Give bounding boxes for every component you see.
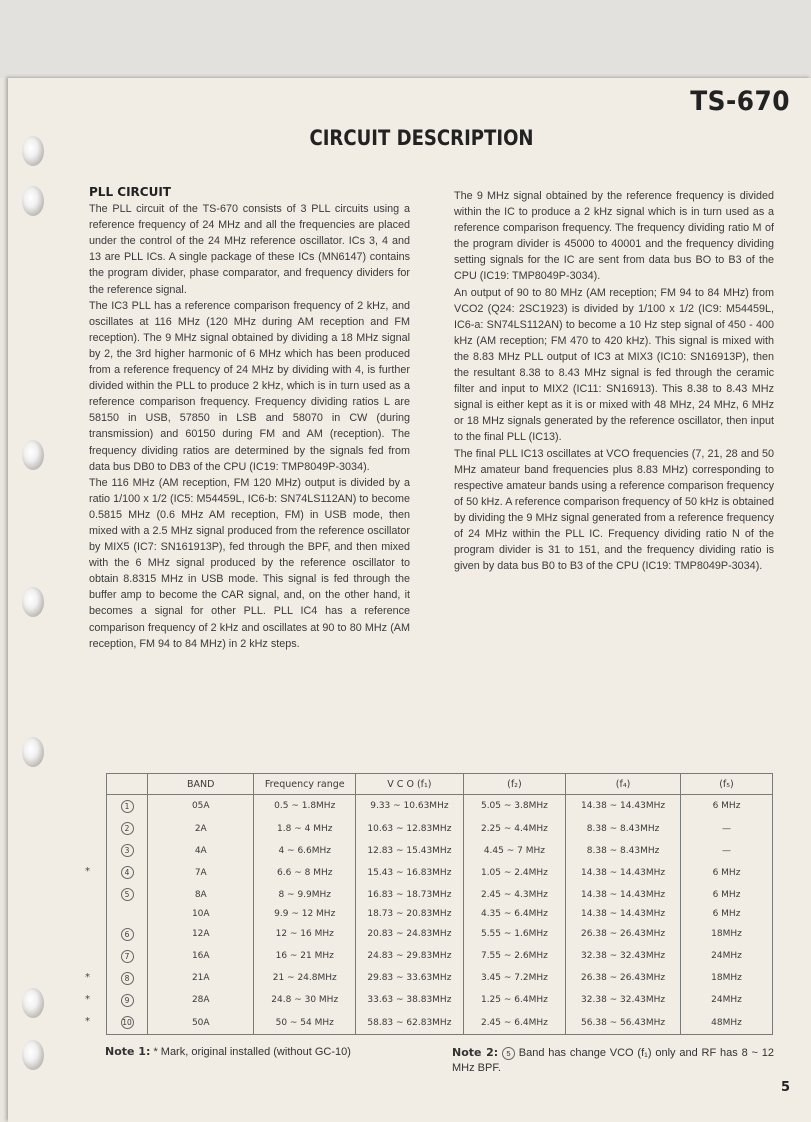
circled-number: 8 (121, 972, 134, 985)
column-header: (f₄) (566, 774, 681, 795)
table-header-row (107, 774, 773, 795)
band-cell-text: 28A (191, 995, 210, 1006)
row-number (107, 906, 148, 923)
band-cell-text: 7A (194, 867, 207, 878)
row-number (107, 923, 148, 945)
frequency-range-cell (254, 923, 356, 945)
row-number (85, 862, 148, 884)
f5-cell-text: 18MHz (711, 973, 742, 984)
row-number (107, 795, 148, 818)
vco-cell-text: 29.83 ~ 33.63MHz (367, 973, 452, 984)
background-strip (0, 0, 811, 78)
original-mark: * (85, 866, 90, 878)
table-row (107, 989, 773, 1011)
f2-cell (463, 989, 565, 1011)
row-number (85, 1011, 148, 1034)
band-cell (148, 989, 254, 1011)
band-cell (148, 817, 254, 839)
f2-cell-text: 2.25 ~ 4.4MHz (480, 823, 548, 834)
frequency-range-cell-text: 16 ~ 21 MHz (275, 951, 334, 962)
page-title: CIRCUIT DESCRIPTION (309, 126, 534, 150)
vco-cell-text: 58.83 ~ 62.83MHz (367, 1017, 452, 1028)
f2-cell (463, 923, 565, 945)
column-header: Frequency range (254, 774, 356, 795)
circled-number: 9 (121, 994, 134, 1007)
column-header: (f₅) (681, 774, 773, 795)
band-cell (148, 923, 254, 945)
frequency-table (85, 773, 773, 1035)
vco-cell (356, 906, 464, 923)
f5-cell (681, 1011, 773, 1034)
vco-cell-text: 18.73 ~ 20.83MHz (367, 909, 452, 920)
f5-cell-text: 24MHz (711, 951, 742, 962)
vco-cell (356, 840, 464, 862)
f4-cell (566, 1011, 681, 1034)
f4-cell (566, 862, 681, 884)
f4-cell-text: 26.38 ~ 26.43MHz (581, 929, 666, 940)
frequency-range-cell-text: 50 ~ 54 MHz (275, 1017, 334, 1028)
vco-cell (356, 989, 464, 1011)
circled-number: 1 (121, 800, 134, 813)
f5-cell-text: 18MHz (711, 929, 742, 940)
f5-cell (681, 795, 773, 818)
band-cell-text: 05A (191, 801, 210, 812)
band-cell-text: 21A (191, 973, 210, 984)
model-number: TS-670 (690, 86, 790, 117)
left-column (89, 184, 410, 652)
row-number (85, 989, 148, 1011)
f4-cell (566, 795, 681, 818)
vco-cell (356, 862, 464, 884)
f4-cell (566, 884, 681, 906)
f5-cell (681, 862, 773, 884)
f4-cell-text: 14.38 ~ 14.43MHz (581, 801, 666, 812)
f4-cell (566, 945, 681, 967)
circled-number: 7 (121, 950, 134, 963)
note-1-text: * Mark, original installed (without GC-10) (153, 1046, 351, 1058)
table-row (107, 923, 773, 945)
f2-cell-text: 4.45 ~ 7 MHz (483, 845, 545, 856)
band-cell (148, 795, 254, 818)
frequency-range-cell-text: 9.9 ~ 12 MHz (274, 909, 336, 920)
vco-cell-text: 33.63 ~ 38.83MHz (367, 995, 452, 1006)
note-2-label: Note 2: (452, 1046, 499, 1059)
f2-cell-text: 5.55 ~ 1.6MHz (480, 929, 548, 940)
circled-number: 5 (121, 888, 134, 901)
f5-cell-text: 6 MHz (712, 889, 741, 900)
f4-cell (566, 840, 681, 862)
vco-cell-text: 15.43 ~ 16.83MHz (367, 867, 452, 878)
note-1-label: Note 1: (105, 1045, 151, 1058)
column-header (107, 774, 148, 795)
frequency-range-cell (254, 862, 356, 884)
f4-cell-text: 26.38 ~ 26.43MHz (581, 973, 666, 984)
f4-cell-text: 14.38 ~ 14.43MHz (581, 909, 666, 920)
vco-cell-text: 10.63 ~ 12.83MHz (367, 823, 452, 834)
f5-cell (681, 923, 773, 945)
paragraph: The PLL circuit of the TS-670 consists of 3 PLL circuits using a reference frequency of 24 MHz and all the frequencies are placed under the control of the 24 MHz reference oscillator. ICs 3, 4 and 13 are PLL ICs. A single package of these ICs (MN6147) contains the program divider, phase comparator, and frequency dividers for the reference signal. (89, 203, 410, 296)
frequency-range-cell (254, 795, 356, 818)
circled-number: 3 (121, 844, 134, 857)
f2-cell (463, 795, 565, 818)
f2-cell-text: 7.55 ~ 2.6MHz (480, 951, 548, 962)
circled-number: 6 (121, 928, 134, 941)
frequency-range-cell-text: 0.5 ~ 1.8MHz (274, 801, 336, 812)
vco-cell (356, 817, 464, 839)
paragraph: The 116 MHz (AM reception, FM 120 MHz) output is divided by a ratio 1/100 x 1/2 (IC5: M54459L, IC6-b: SN74LS112AN) to become 0.5815 MHz (0.6 MHz AM reception, FM) in USB mode, then mixed with a 2.5 MHz signal produced from the reference oscillator by MIX5 (IC7: SN161913P), fed through the BPF, and then mixed with the 6 MHz signal produced by the reference oscillator to obtain 8.8315 MHz in USB mode. This signal is fed through the buffer amp to become the CAR signal, and, on the other hand, it becomes a signal for other PLL. PLL IC4 has a reference comparison frequency of 2 kHz and oscillates at 90 to 80 MHz (AM reception, FM 94 to 84 MHz) in 2 kHz steps. (89, 476, 410, 650)
frequency-range-cell-text: 1.8 ~ 4 MHz (277, 823, 333, 834)
vco-cell (356, 945, 464, 967)
frequency-range-cell (254, 945, 356, 967)
frequency-range-cell-text: 8 ~ 9.9MHz (278, 889, 332, 900)
column-header: V C O (f₁) (356, 774, 464, 795)
table-row (107, 840, 773, 862)
vco-cell (356, 795, 464, 818)
row-number (107, 817, 148, 839)
f2-cell-text: 3.45 ~ 7.2MHz (480, 973, 548, 984)
band-cell (148, 1011, 254, 1034)
right-column (454, 188, 774, 574)
band-cell-text: 50A (191, 1017, 210, 1028)
f2-cell-text: 5.05 ~ 3.8MHz (480, 801, 548, 812)
frequency-range-cell (254, 906, 356, 923)
row-number (107, 945, 148, 967)
f5-cell (681, 884, 773, 906)
table-row (107, 1011, 773, 1034)
table-row (107, 795, 773, 818)
f2-cell-text: 2.45 ~ 4.3MHz (480, 889, 548, 900)
f5-cell-text: 24MHz (711, 995, 742, 1006)
frequency-range-cell (254, 989, 356, 1011)
table-row (107, 906, 773, 923)
f4-cell (566, 817, 681, 839)
f5-cell-text: 6 MHz (712, 801, 741, 812)
table-row (107, 862, 773, 884)
f2-cell (463, 817, 565, 839)
row-number (107, 840, 148, 862)
vco-cell (356, 923, 464, 945)
paragraph: The IC3 PLL has a reference comparison frequency of 2 kHz, and oscillates at 116 MHz (120 MHz during AM reception and FM reception). The 9 MHz signal obtained by dividing a 18 MHz signal by 2, the 3rd higher harmonic of 6 MHz which has been produced from a reference frequency of 24 MHz by dividing with 4, is further divided within the PLL to produce 2 kHz, which is in turn used as a reference comparison frequency. Frequency dividing ratios L are 58150 in USB, 57850 in LSB and 58070 in CW (during transmission) and 60150 during FM and AM (reception). The frequency dividing ratios are determined by the signals fed from data bus DB0 to DB3 of the CPU (IC19: TMP8049P-3034). (89, 299, 410, 473)
circled-number: 4 (121, 866, 134, 879)
frequency-range-cell-text: 4 ~ 6.6MHz (278, 845, 332, 856)
f2-cell-text: 1.25 ~ 6.4MHz (480, 995, 548, 1006)
f5-cell-text: 48MHz (711, 1017, 742, 1028)
f4-cell (566, 967, 681, 989)
table-row (107, 967, 773, 989)
f4-cell-text: 32.38 ~ 32.43MHz (581, 951, 666, 962)
row-number (107, 884, 148, 906)
column-header: (f₂) (463, 774, 565, 795)
vco-cell-text: 16.83 ~ 18.73MHz (367, 889, 452, 900)
f2-cell (463, 840, 565, 862)
table-row (107, 945, 773, 967)
f4-cell (566, 906, 681, 923)
binder-hole (22, 988, 44, 1018)
vco-cell (356, 1011, 464, 1034)
f2-cell (463, 945, 565, 967)
paragraph: The final PLL IC13 oscillates at VCO frequencies (7, 21, 28 and 50 MHz amateur band frequencies plus 8.83 MHz) corresponding to respective amateur bands using a reference comparison frequency of 50 kHz. A reference comparison frequency of 50 kHz is obtained by dividing the 9 MHz signal generated from a reference frequency of 24 MHz within the PLL IC. Frequency dividing ratio N of the program divider is 31 to 151, and the frequency dividing ratio is given by data bus B0 to B3 of the CPU (IC19: TMP8049P-3034). (454, 447, 774, 573)
frequency-range-cell-text: 12 ~ 16 MHz (275, 929, 334, 940)
f5-cell-text: — (722, 823, 731, 834)
binder-hole (22, 1040, 44, 1070)
f2-cell (463, 967, 565, 989)
frequency-range-cell-text: 6.6 ~ 8 MHz (277, 867, 333, 878)
original-mark: * (85, 1016, 90, 1028)
vco-cell-text: 12.83 ~ 15.43MHz (367, 845, 452, 856)
f4-cell-text: 14.38 ~ 14.43MHz (581, 889, 666, 900)
original-mark: * (85, 971, 90, 983)
band-cell-text: 2A (194, 823, 207, 834)
binder-hole (22, 186, 44, 216)
f4-cell-text: 56.38 ~ 56.43MHz (581, 1017, 666, 1028)
f4-cell-text: 8.38 ~ 8.43MHz (586, 845, 660, 856)
f5-cell-text: 6 MHz (712, 909, 741, 920)
f5-cell (681, 945, 773, 967)
f4-cell (566, 989, 681, 1011)
f2-cell (463, 862, 565, 884)
f4-cell-text: 32.38 ~ 32.43MHz (581, 995, 666, 1006)
band-cell (148, 945, 254, 967)
f2-cell (463, 906, 565, 923)
band-cell (148, 967, 254, 989)
binder-hole (22, 440, 44, 470)
row-number (85, 967, 148, 989)
frequency-range-cell (254, 840, 356, 862)
band-cell (148, 862, 254, 884)
f4-cell (566, 923, 681, 945)
f2-cell-text: 4.35 ~ 6.4MHz (480, 909, 548, 920)
band-cell (148, 906, 254, 923)
f2-cell (463, 884, 565, 906)
frequency-range-cell-text: 24.8 ~ 30 MHz (271, 995, 339, 1006)
vco-cell (356, 967, 464, 989)
f4-cell-text: 14.38 ~ 14.43MHz (581, 867, 666, 878)
f5-cell (681, 989, 773, 1011)
band-cell-text: 8A (194, 889, 207, 900)
f2-cell (463, 1011, 565, 1034)
f5-cell (681, 967, 773, 989)
vco-cell-text: 9.33 ~ 10.63MHz (370, 801, 449, 812)
band-cell-text: 4A (194, 845, 207, 856)
binder-hole (22, 136, 44, 166)
band-cell-text: 10A (191, 909, 210, 920)
f2-cell-text: 1.05 ~ 2.4MHz (480, 867, 548, 878)
band-cell (148, 884, 254, 906)
page-number: 5 (781, 1080, 791, 1095)
vco-cell-text: 24.83 ~ 29.83MHz (367, 951, 452, 962)
frequency-range-cell (254, 817, 356, 839)
vco-cell-text: 20.83 ~ 24.83MHz (367, 929, 452, 940)
table-row (107, 884, 773, 906)
note-2-text: Band has change VCO (f₁) only and RF has 8 ~ 12 MHz BPF. (452, 1047, 774, 1074)
f5-cell (681, 906, 773, 923)
f5-cell (681, 817, 773, 839)
f2-cell-text: 2.45 ~ 6.4MHz (480, 1017, 548, 1028)
frequency-range-cell (254, 1011, 356, 1034)
frequency-range-cell-text: 21 ~ 24.8MHz (272, 973, 337, 984)
f5-cell-text: — (722, 845, 731, 856)
f5-cell (681, 840, 773, 862)
frequency-range-cell (254, 967, 356, 989)
band-cell-text: 12A (191, 929, 210, 940)
f5-cell-text: 6 MHz (712, 867, 741, 878)
frequency-range-cell (254, 884, 356, 906)
paragraph: An output of 90 to 80 MHz (AM reception; FM 94 to 84 MHz) from VCO2 (Q24: 2SC1923) is divided by 1/100 x 1/2 (IC9: M54459L, IC6-a: SN74LS112AN) to become a 10 Hz step signal of 450 - 400 kHz (AM reception; FM 470 to 420 kHz). This signal is mixed with the 8.83 MHz PLL output of IC3 at MIX3 (IC10: SN16913P), then the resultant 8.38 to 8.43 MHz signal is fed through the ceramic filter and input to MIX2 (IC11: SN16913). This 8.38 to 8.43 MHz signal is either kept as it is or mixed with 48 MHz, 24 MHz, 6 MHz or 18 MHz signals generated by the reference oscillator, then input to the final PLL (IC13). (454, 286, 774, 444)
circled-number: 10 (122, 1018, 132, 1028)
column-header: BAND (148, 774, 254, 795)
circled-number: 5 (502, 1047, 515, 1060)
paragraph: The 9 MHz signal obtained by the reference frequency is divided within the IC to produce a 2 kHz signal which is in turn used as a reference comparison frequency. The frequency dividing ratio M of the program divider is 45000 to 40001 and the frequency dividing setting signals for the IC are sent from data bus BO to B3 of the CPU (IC19: TMP8049P-3034). (454, 190, 774, 283)
circled-number: 2 (121, 822, 134, 835)
binder-hole (22, 587, 44, 617)
table-row (107, 817, 773, 839)
band-cell (148, 840, 254, 862)
section-heading: PLL CIRCUIT (89, 185, 171, 199)
original-mark: * (85, 993, 90, 1005)
note-2 (452, 1045, 774, 1076)
binder-hole (22, 737, 44, 767)
f4-cell-text: 8.38 ~ 8.43MHz (586, 823, 660, 834)
band-cell-text: 16A (191, 951, 210, 962)
note-1 (105, 1045, 351, 1058)
vco-cell (356, 884, 464, 906)
